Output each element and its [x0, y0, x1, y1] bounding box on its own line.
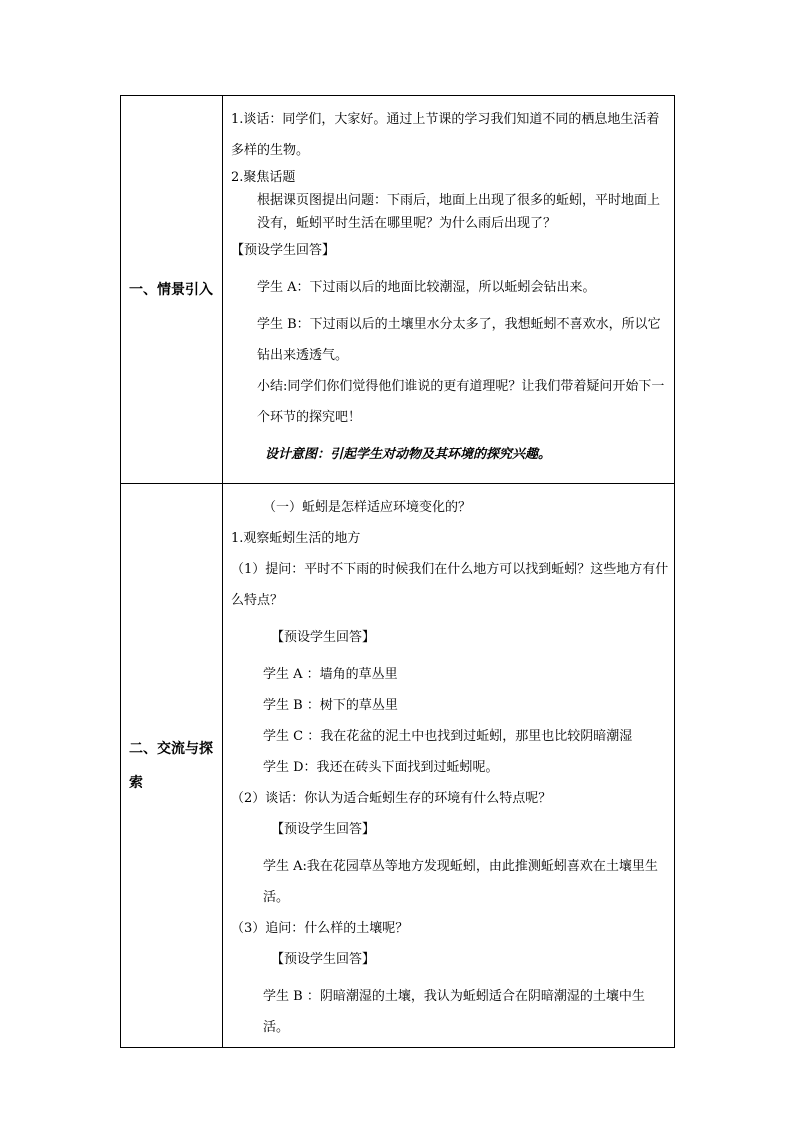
intro-preset-answer-heading: 【预设学生回答】: [231, 243, 336, 258]
explore-preset-answer-heading-1: 【预设学生回答】: [271, 630, 376, 645]
explore-answer-d: 学生 D：我还在砖头下面找到过蚯蚓呢。: [263, 760, 499, 775]
intro-design-intent: 设计意图：引起学生对动物及其环境的探究兴趣。: [265, 447, 552, 462]
explore-answer-c: 学生 C ：我在花盆的泥土中也找到过蚯蚓，那里也比较阴暗潮湿: [263, 729, 633, 744]
lesson-plan-table: [120, 95, 675, 1048]
explore-answer-a2: 学生 A:我在花园草丛等地方发现蚯蚓，由此推测蚯蚓喜欢在土壤里生活。: [263, 859, 658, 905]
explore-answer-a: 学生 A ：墙角的草丛里: [263, 667, 398, 682]
explore-subheading: （一）蚯蚓是怎样适应环境变化的？: [263, 500, 472, 515]
explore-preset-answer-heading-3: 【预设学生回答】: [271, 952, 376, 967]
intro-talk: 1.谈话：同学们，大家好。通过上节课的学习我们知道不同的栖息地生活着多样的生物。: [231, 112, 660, 158]
explore-question-1: （1）提问：平时不下雨的时候我们在什么地方可以找到蚯蚓？这些地方有什么特点？: [231, 562, 669, 608]
explore-question-2: （2）谈话：你认为适合蚯蚓生存的环境有什么特点呢？: [231, 791, 552, 806]
section-content-intro: [223, 96, 675, 484]
section-label-intro: 一、情景引入: [121, 96, 223, 484]
explore-answer-b2: 学生 B ：阴暗潮湿的土壤，我认为蚯蚓适合在阴暗潮湿的土壤中生活。: [263, 989, 645, 1035]
table-row: [121, 484, 675, 1048]
explore-answer-b: 学生 B ：树下的草丛里: [263, 698, 398, 713]
table-row: [121, 96, 675, 484]
explore-question-3: （3）追问：什么样的土壤呢？: [231, 921, 409, 936]
explore-observe-heading: 1.观察蚯蚓生活的地方: [231, 531, 361, 546]
intro-answer-a: 学生 A：下过雨以后的地面比较潮湿，所以蚯蚓会钻出来。: [257, 280, 596, 295]
section-content-explore: [223, 484, 675, 1048]
intro-topic-heading: 2.聚焦话题: [231, 170, 296, 185]
intro-answer-b: 学生 B：下过雨以后的土壤里水分太多了，我想蚯蚓不喜欢水，所以它钻出来透透气。: [257, 317, 661, 363]
explore-preset-answer-heading-2: 【预设学生回答】: [271, 822, 376, 837]
intro-question: 根据课页图提出问题：下雨后，地面上出现了很多的蚯蚓，平时地面上没有，蚯蚓平时生活在哪里呢？为什么雨后出现了？: [257, 193, 661, 231]
section-label-explore: 二、交流与探索: [121, 484, 223, 1048]
intro-summary: 小结:同学们你们觉得他们谁说的更有道理呢？让我们带着疑问开始下一个环节的探究吧！: [257, 379, 665, 425]
